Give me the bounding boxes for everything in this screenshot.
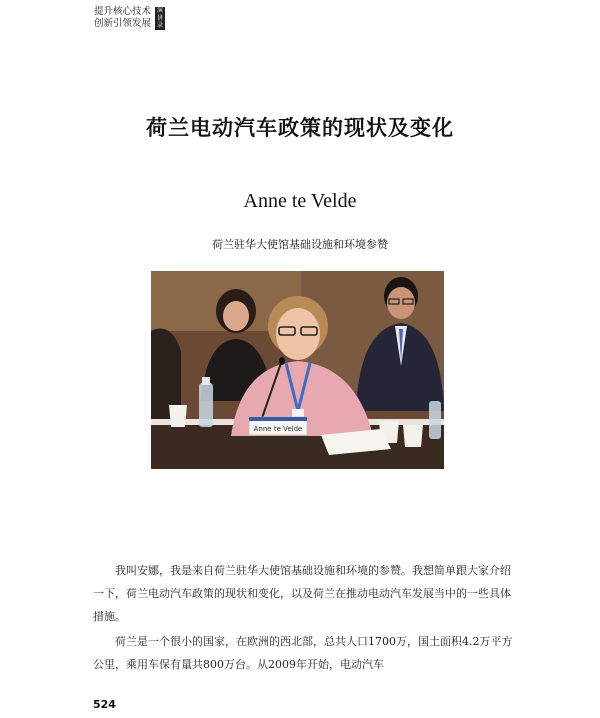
running-header-line-2: 创新引领发展 [94, 18, 152, 29]
page-number: 524 [93, 698, 116, 711]
running-header-mark: 演讲录 [156, 7, 163, 29]
body-paragraph-2: 荷兰是一个很小的国家，在欧洲的西北部，总共人口1700万，国土面积4.2万平方公里，乘用车保有量共800万台。从2009年开始，电动汽车 [93, 635, 513, 671]
running-header [94, 4, 174, 32]
body-paragraph-1: 我叫安娜，我是来自荷兰驻华大使馆基础设施和环境的参赞。我想简单跟大家介绍一下，荷兰电动汽车政策的现状和变化，以及荷兰在推动电动汽车发展当中的一些具体措施。 [93, 564, 511, 623]
article-title: 荷兰电动汽车政策的现状及变化 [146, 116, 454, 140]
author-name: Anne te Velde [243, 190, 357, 212]
speaker-photo [151, 271, 444, 469]
speaker-photo-illustration [151, 271, 444, 469]
author-affiliation: 荷兰驻华大使馆基础设施和环境参赞 [212, 238, 388, 251]
running-header-line-1: 提升核心技术 [94, 6, 152, 17]
photo-nameplate-text: Anne te Velde [253, 425, 303, 433]
